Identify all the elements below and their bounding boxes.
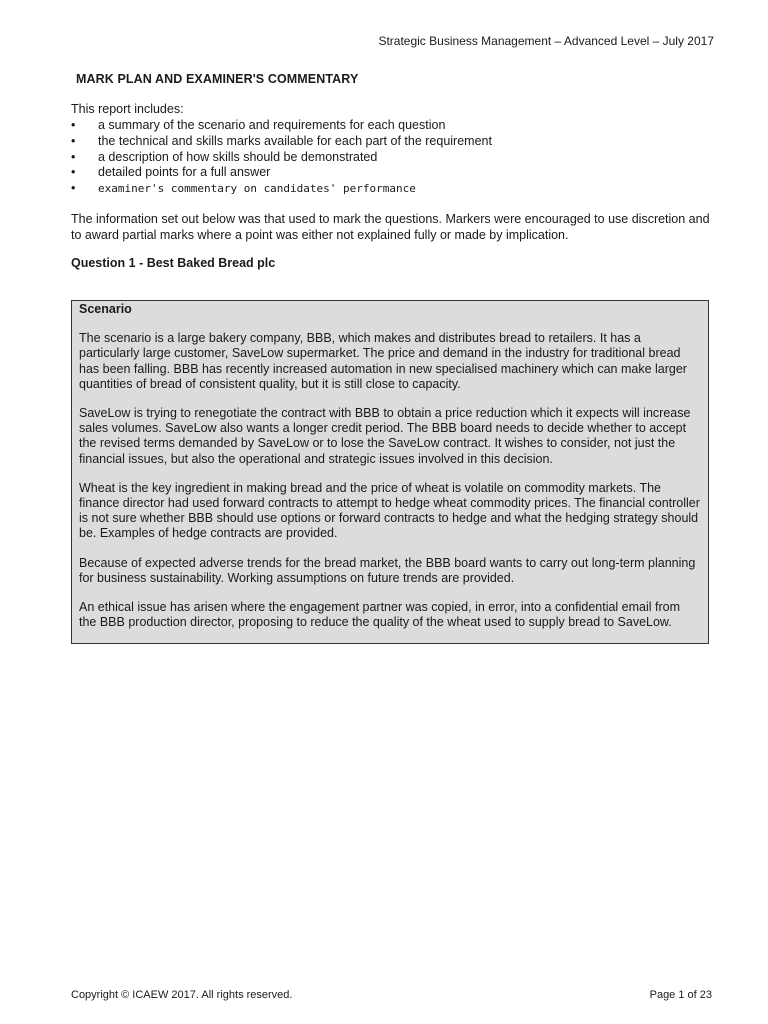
bullet-icon: • xyxy=(71,165,76,180)
copyright-notice: Copyright © ICAEW 2017. All rights reserved. xyxy=(71,989,293,1001)
question-title: Question 1 - Best Baked Bread plc xyxy=(71,256,276,270)
list-item xyxy=(71,118,492,134)
document-title: MARK PLAN AND EXAMINER'S COMMENTARY xyxy=(76,72,359,86)
bullet-icon: • xyxy=(71,181,76,196)
intro-text: This report includes: xyxy=(71,102,184,116)
running-header: Strategic Business Management – Advanced Level – July 2017 xyxy=(378,34,714,48)
scenario-paragraph: SaveLow is trying to renegotiate the contract with BBB to obtain a price reduction which it expects will increase sales volumes. SaveLow also wants a longer credit period. The BBB board needs to decide whether to accept the revised terms demanded by SaveLow or to lose the SaveLow contract. It wishes to consider, not just the financial issues, but also the operational and strategic issues involved in this decision. xyxy=(79,406,691,466)
marking-note: The information set out below was that used to mark the questions. Markers were encouraged to use discretion and to award partial marks where a point was either not explained fully or made by implication. xyxy=(71,212,710,242)
bullet-icon: • xyxy=(71,133,76,148)
report-contents-list xyxy=(71,118,492,197)
list-item-text: a summary of the scenario and requirements for each question xyxy=(98,118,446,132)
list-item-text: a description of how skills should be demonstrated xyxy=(98,149,378,164)
bullet-icon: • xyxy=(71,149,76,164)
scenario-paragraph: Wheat is the key ingredient in making bread and the price of wheat is volatile on commodity markets. The finance director had used forward contracts to attempt to hedge wheat commodity prices. The financial controller is not sure whether BBB should use options or forward contracts to hedge and what the hedging strategy should be. Examples of hedge contracts are provided. xyxy=(79,480,700,541)
list-item xyxy=(71,165,492,181)
scenario-paragraph: An ethical issue has arisen where the engagement partner was copied, in error, into a confidential email from the BBB production director, proposing to reduce the quality of the wheat used to supply bread to SaveLow. xyxy=(79,600,681,630)
list-item xyxy=(71,150,492,166)
list-item-text: the technical and skills marks available for each part of the requirement xyxy=(98,133,492,148)
list-item xyxy=(71,181,492,197)
page-number: Page 1 of 23 xyxy=(649,989,712,1001)
list-item xyxy=(71,134,492,150)
scenario-paragraph: The scenario is a large bakery company, BBB, which makes and distributes bread to retailers. It has a particularly large customer, SaveLow supermarket. The price and demand in the industry for traditional bread has been falling. BBB has recently increased automation in new specialised machinery which can make larger quantities of bread of consistent quality, but it is still close to capacity. xyxy=(79,331,687,391)
bullet-icon: • xyxy=(71,118,76,132)
scenario-paragraph: Because of expected adverse trends for the bread market, the BBB board wants to carry out long-term planning for business sustainability. Working assumptions on future trends are provided. xyxy=(79,555,696,585)
scenario-heading: Scenario xyxy=(79,302,132,316)
list-item-text: examiner's commentary on candidates' performance xyxy=(98,182,416,196)
scenario-box xyxy=(71,300,709,644)
list-item-text: detailed points for a full answer xyxy=(98,165,271,180)
